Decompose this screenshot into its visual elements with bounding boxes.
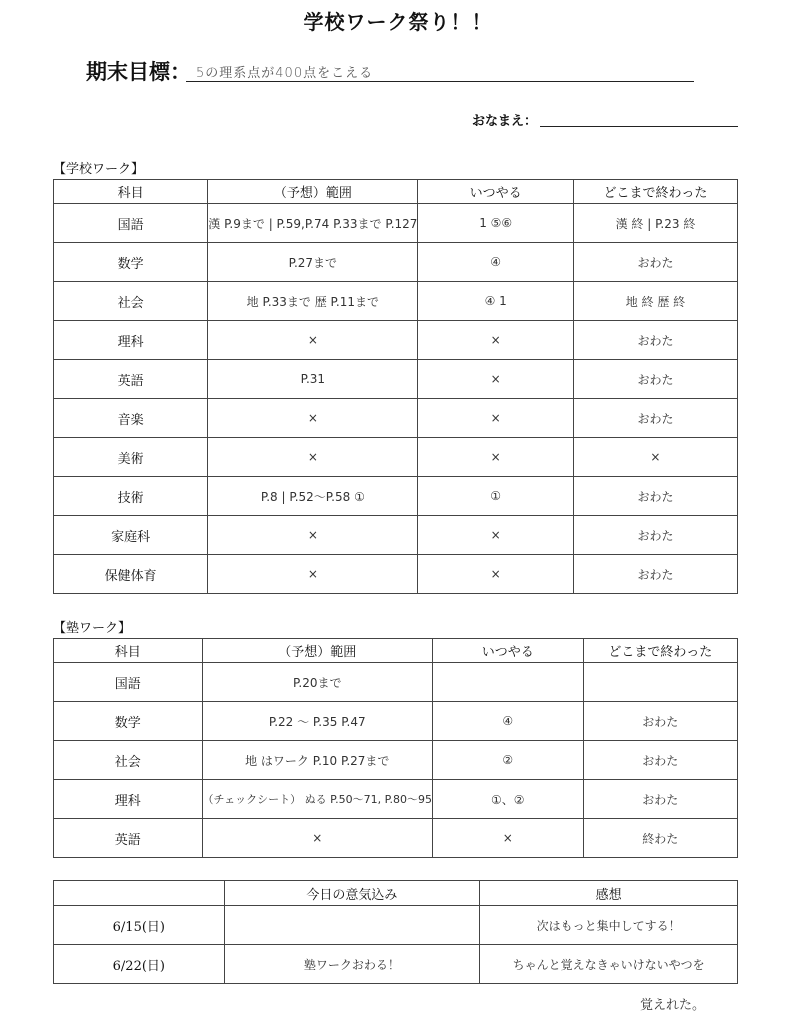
page-title: 学校ワーク祭り！！ xyxy=(303,10,493,34)
done-cell[interactable]: 漢 終 | P.23 終 xyxy=(573,204,737,243)
table-row xyxy=(54,780,738,819)
when-cell[interactable]: ① xyxy=(418,477,573,516)
name-field[interactable] xyxy=(540,126,738,127)
when-cell[interactable]: × xyxy=(418,399,573,438)
header-done: どこまで終わった xyxy=(573,180,737,204)
goal-underline xyxy=(186,81,694,82)
table-row xyxy=(54,945,738,984)
done-cell[interactable]: おわた xyxy=(573,477,737,516)
table-row xyxy=(54,819,738,858)
when-cell[interactable]: × xyxy=(418,555,573,594)
range-cell[interactable]: 漢 P.9まで | P.59,P.74 P.33まで P.127 xyxy=(208,204,418,243)
date-cell: 6/15(日) xyxy=(54,906,225,945)
table-row xyxy=(54,516,738,555)
range-cell[interactable]: × xyxy=(202,819,432,858)
when-cell[interactable]: × xyxy=(418,516,573,555)
goal-label: 期末目標： xyxy=(86,59,191,84)
done-cell[interactable]: おわた xyxy=(573,399,737,438)
juku-work-table xyxy=(53,638,738,858)
subject-cell: 家庭科 xyxy=(54,516,208,555)
subject-cell: 社会 xyxy=(54,741,203,780)
juku-work-header-row xyxy=(54,639,738,663)
when-cell[interactable]: ④ xyxy=(433,702,584,741)
header-range: （予想）範囲 xyxy=(202,639,432,663)
subject-cell: 理科 xyxy=(54,780,203,819)
date-cell: 6/22(日) xyxy=(54,945,225,984)
header-range: （予想）範囲 xyxy=(208,180,418,204)
done-cell[interactable]: おわた xyxy=(573,555,737,594)
when-cell[interactable]: × xyxy=(418,360,573,399)
table-row xyxy=(54,204,738,243)
done-cell[interactable]: おわた xyxy=(573,321,737,360)
motivation-cell[interactable] xyxy=(224,906,480,945)
table-row xyxy=(54,663,738,702)
range-cell[interactable]: （チェックシート） ぬる P.50～71, P.80～95 xyxy=(202,780,432,819)
done-cell[interactable]: おわた xyxy=(573,360,737,399)
done-cell[interactable]: おわた xyxy=(573,516,737,555)
header-subject: 科目 xyxy=(54,639,203,663)
range-cell[interactable]: × xyxy=(208,399,418,438)
name-label: おなまえ： xyxy=(472,114,538,129)
subject-cell: 国語 xyxy=(54,204,208,243)
range-cell[interactable]: × xyxy=(208,438,418,477)
when-cell[interactable] xyxy=(433,663,584,702)
subject-cell: 数学 xyxy=(54,243,208,282)
header-when: いつやる xyxy=(433,639,584,663)
range-cell[interactable]: 地 はワーク P.10 P.27まで xyxy=(202,741,432,780)
subject-cell: 理科 xyxy=(54,321,208,360)
table-row xyxy=(54,243,738,282)
done-cell[interactable]: 終わた xyxy=(583,819,737,858)
done-cell[interactable]: 地 終 歴 終 xyxy=(573,282,737,321)
range-cell[interactable]: P.8 | P.52～P.58 ① xyxy=(208,477,418,516)
range-cell[interactable]: P.20まで xyxy=(202,663,432,702)
header-done: どこまで終わった xyxy=(583,639,737,663)
range-cell[interactable]: P.22 ～ P.35 P.47 xyxy=(202,702,432,741)
done-cell[interactable]: おわた xyxy=(583,741,737,780)
subject-cell: 社会 xyxy=(54,282,208,321)
when-cell[interactable]: ①、② xyxy=(433,780,584,819)
school-work-section-label: 【学校ワーク】 xyxy=(53,162,145,177)
table-row xyxy=(54,477,738,516)
school-work-header-row xyxy=(54,180,738,204)
impression-cell[interactable]: 次はもっと集中してする！ xyxy=(480,906,738,945)
table-row xyxy=(54,399,738,438)
table-row xyxy=(54,321,738,360)
subject-cell: 保健体育 xyxy=(54,555,208,594)
header-when: いつやる xyxy=(418,180,573,204)
table-row xyxy=(54,741,738,780)
goal-value: 5の理系点が400点をこえる xyxy=(196,66,374,81)
table-row xyxy=(54,282,738,321)
subject-cell: 美術 xyxy=(54,438,208,477)
table-row xyxy=(54,702,738,741)
juku-work-section-label: 【塾ワーク】 xyxy=(53,621,132,636)
daily-header-row xyxy=(54,881,738,906)
range-cell[interactable]: 地 P.33まで 歴 P.11まで xyxy=(208,282,418,321)
range-cell[interactable]: × xyxy=(208,516,418,555)
motivation-cell[interactable]: 塾ワークおわる！ xyxy=(224,945,480,984)
done-cell[interactable] xyxy=(583,663,737,702)
subject-cell: 音楽 xyxy=(54,399,208,438)
when-cell[interactable]: ④ xyxy=(418,243,573,282)
done-cell[interactable]: おわた xyxy=(573,243,737,282)
subject-cell: 英語 xyxy=(54,819,203,858)
table-row xyxy=(54,360,738,399)
overflow-note: 覚えれた。 xyxy=(640,998,706,1013)
daily-table xyxy=(53,880,738,984)
subject-cell: 技術 xyxy=(54,477,208,516)
subject-cell: 数学 xyxy=(54,702,203,741)
table-row xyxy=(54,906,738,945)
when-cell[interactable]: × xyxy=(418,321,573,360)
when-cell[interactable]: ② xyxy=(433,741,584,780)
subject-cell: 英語 xyxy=(54,360,208,399)
when-cell[interactable]: ④ 1 xyxy=(418,282,573,321)
range-cell[interactable]: × xyxy=(208,555,418,594)
range-cell[interactable]: P.31 xyxy=(208,360,418,399)
done-cell[interactable]: × xyxy=(573,438,737,477)
impression-cell[interactable]: ちゃんと覚えなきゃいけないやつを xyxy=(480,945,738,984)
range-cell[interactable]: × xyxy=(208,321,418,360)
when-cell[interactable]: 1 ⑤⑥ xyxy=(418,204,573,243)
header-date xyxy=(54,881,225,906)
header-motivation: 今日の意気込み xyxy=(224,881,480,906)
school-work-table xyxy=(53,179,738,594)
header-impression: 感想 xyxy=(480,881,738,906)
done-cell[interactable]: おわた xyxy=(583,702,737,741)
when-cell[interactable]: × xyxy=(418,438,573,477)
header-subject: 科目 xyxy=(54,180,208,204)
table-row xyxy=(54,555,738,594)
when-cell[interactable]: × xyxy=(433,819,584,858)
table-row xyxy=(54,438,738,477)
done-cell[interactable]: おわた xyxy=(583,780,737,819)
range-cell[interactable]: P.27まで xyxy=(208,243,418,282)
subject-cell: 国語 xyxy=(54,663,203,702)
